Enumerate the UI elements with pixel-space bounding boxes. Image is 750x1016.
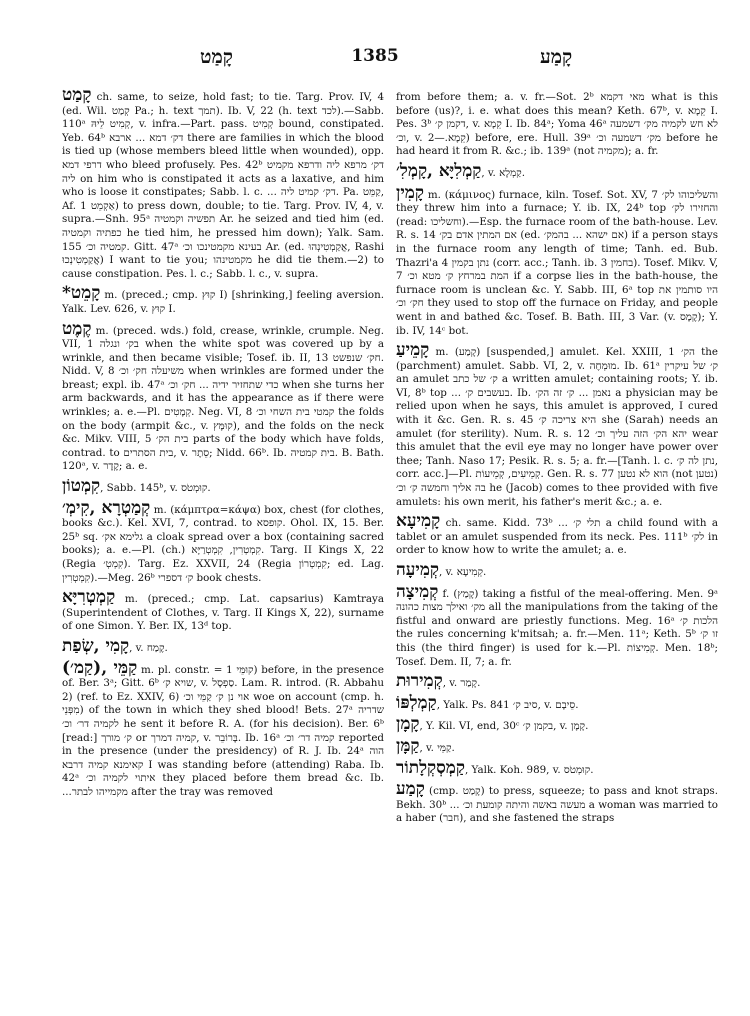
entry-text: from before them; a. v. fr.—Sot. 2ᵇ מאי דקמא what is this before (us)?, i. e. what does this mean? Keth. 67ᵇ, v. קֵמָא I. Pes. 3ᵇ דקמן ק׳, v. קֵמָא I. Ib. 84ᵃ; Yoma 46ᵃ לא חש לקמיה מק׳ דשמעה וכ׳, v. קֵמָא.—2) before, ere. Hull. 39ᵃ מק׳ דשמעה וכ׳ before he had heard it from R. &c.; ib. 139ᵃ (not מקמיה); a. fr. [396,91,718,158]
entry-text: m. (preced. wds.) fold, crease, wrinkle, crumple. Neg. VII, 1 בק׳ ונגלה when the white spot was covered up by a wrinkle, and then became visible; Tosef. ib. II, 13 חק׳ שנפשט. Nidd. V, 8 משיעלה חק׳ וכ׳ when wrinkles are formed under the breast; expl. ib. 47ᵃ כדי שתחזיר ידיה ... חק׳ וכ׳ when she turns her arm backwards, and it has the appearance as if there were wrinkles; a. e.—Pl. קְמָטִים. Neg. VI, 8 קמטי בית השחי וכ׳ the folds on the body (armpit &c., v. קוּמָּץ), and the folds on the neck &c. Mikv. VIII, 5 בית הק׳ parts of the body which have folds, contrad. to בית הסתרים, v. סֵתֶר; Nidd. 66ᵇ. Ib. בית קמטיה. B. Bath. 120ᵃ, v. קֶדֶר; a. e. [62,324,384,473]
entry-text: m. pl. constr. = קוּמֵּי 1) before, in the presence of. Ber. 3ᵃ; Gitt. 6ᵇ שויא ק׳, v. סַפְסָל. Lam. R. introd. (R. Abbahu 2) (ref. to Ez. XXIV, 6) אוי נן ק׳ קַמֵּי וכ׳ woe on account (cmp. h. מִפְּנֵי) of the town in which they shed blood! Bets. 27ᵃ שדריה לקמיה דר׳ וכ׳ he sent it before R. A. (for his decision). Ber. 6ᵇ [read:] ק׳ מורך or קמיה דמרך, v. בָּרוֹבֵר. Ib. 16ᵃ קמיה דר׳ וכ׳ reported in the presence (under the presidency) of R. J. Ib. 24ᵃ הוה קאימנא קמיה דרבא I was standing before (attending) Raba. Ib. 42ᵃ איתוי לקמיה וכ׳ they placed before them bread &c. Ib. ...מקמייהו לבתר after the tray was removed [62,663,384,798]
entry-headword: קָמִי ,שְׂפַת [62,635,130,656]
entry-headword: קָמַט [62,86,92,105]
entry-headword: קַמְטְרִיָּא [62,587,116,608]
entry-text: ch. same, to seize, hold fast; to tie. Targ. Prov. IV, 4 (ed. Wil. קְמַט Pa.; h. text תמך). Ib. V, 22 (h. text לכד).—Sabb. 110ᵃ קְמִיט לֵיהּ, v. infra.—Part. pass. קְמִיט bound, constipated. Yeb. 64ᵇ דק׳ דמא ... ארבא there are families in which the blood is tied up (whose members bleed little when wounded), opp. דרפי דמא who bleed profusely. Pes. 42ᵇ דק׳ מרפא ליה ודרפא מקמיט ליה on him who is constipated it acts as a laxative, and him who is loose it constipates; Sabb. l. c. ... דק׳ קמיט ליה. Pa. קַמֵּט, Af. אַקְמֵט 1) to press down, double; to tie. Targ. Prov. IV, 4, v. supra.—Snh. 95ᵃ תפשיה וקמטיה Ar. he seized and tied him (ed. כפתיה וקמטיה he tied him, he pressed him down); Yalk. Sam. 155 קמטיה וכ׳. Gitt. 47ᵃ בעינא מקמטינכו וכ׳ Ar. (ed. אֲקַמְטִינְהוּ, Rashi אֲקַמְטִינְכוּ) I want to tie you; מקמטינהו he did tie them.—2) to cause constipation. Pes. l. c.; Sabb. l. c., v. supra. [62,91,384,280]
dictionary-entry [62,86,384,281]
right-column [396,86,718,1001]
entry-text: m. (κάμινος) furnace, kiln. Tosef. Sot. XV, 7 והשליכוהו לק׳ they threw him into a furnace; Y. ib. IX, 24ᵇ top והחזירו לק׳ (read: וחשליכו).—Esp. the furnace room of the bath-house. Lev. R. s. 14 אם המתין אדם בק׳ (ed. אם ישהא ... בהמק׳) if a person stays in the furnace room any length of time; Tanh. ed. Bub. Thazri'a 4 נתן בקמין (corr. acc.; Tanh. ib. 3 בחמין). Tosef. Mikv. V, 7 המת במרחץ ק׳ מטא וכ׳ if a corpse lies in the bath-house, the furnace room is unclean &c. Y. Sabb. III, 6ᵃ top היו סותמין את חק׳ וכ׳ they used to stop off the furnace on Friday, and people went in and bathed &c. Tosef. B. Bath. III, 3 Var. (v. קֶמֶס); Y. ib. IV, 14ᶜ bot. [396,188,718,337]
entry-headword: קִמְטוֹן [62,476,101,497]
entry-text: , v. קַמֵּי. [419,741,455,754]
entry-text: (cmp. קָמַט) to press, squeeze; to pass and knot straps. Bekh. 30ᵇ ... מעשה באשה והיתה קומעת וכ׳ a woman was married to a haber (חבר), and she fastened the straps [396,785,718,825]
entry-text: m. (preced.; cmp. Lat. capsarius) Kamtraya (Superintendent of Clothes, v. Targ. II Kings X, 22), surname of one Simon. Y. Ber. IX, 13ᵈ top. [62,593,384,633]
entry-headword: קַמְלְפּוֹ [396,692,437,713]
entry-headword: קָמַע [396,779,425,800]
dictionary-entry [62,477,384,496]
entry-text: , Yalk. Ps. 841 סיב ק׳, v. סֵיבָם. [436,698,579,711]
entry-headword: קָמָן [396,714,420,735]
entry-text: f. (קָמַץ) taking a fistful of the meal-offering. Men. 9ᵃ מק׳ ואילך מצות כהונה all the manipulations from the taking of the fistful and onward are priestly functions. Meg. 16ᵃ הלכות ק׳ the rules concerning k'mitsah; a. fr.—Men. 11ᵃ; Keth. 5ᵇ זו ק׳ this (the third finger) is used for k.—Pl. קְמִיצוֹת. Men. 18ᵇ; Tosef. Dem. II, 7; a. fr. [396,587,718,668]
dictionary-entry [396,583,718,670]
dictionary-entry [396,184,718,339]
entry-text: ch. same. Kidd. 73ᵇ ... תלי ק׳ a child found with a tablet or an amulet suspended from its neck. Pes. 111ᵇ לק׳ in order to know how to write the amulet; a. e. [396,517,718,557]
left-column [62,86,384,1001]
dictionary-entry [396,672,718,691]
dictionary-entry [396,715,718,734]
entry-headword: קְמַטְרָא ,קִימְ׳ [62,497,151,518]
entry-text: , Y. Kil. VI, end, 30ᶜ בקמן ק׳, v. קָמָן. [419,720,589,733]
dictionary-entry-continuation [396,86,718,159]
entry-text: , Sabb. 145ᵇ, v. קוּמְטֹס. [100,482,211,495]
dictionary-entry [62,320,384,475]
entry-text: m. (preced.; cmp. קוּץ I) [shrinking,] feeling aversion. Yalk. Lev. 626, v. קוּץ I. [62,289,384,315]
dictionary-entry [62,588,384,634]
entry-headword: קַמֵּי ,(קַמ׳) [62,657,138,678]
dictionary-entry [62,499,384,586]
entry-headword: קַמְלִיָּא ,קָמְלִ׳ [396,160,482,181]
entry-text: , v. קֶמַח. [129,641,168,654]
dictionary-entry [396,694,718,713]
dictionary-entry [396,561,718,580]
entry-headword: קְמִיצָה [396,581,439,602]
entry-headword: *קָמֵט [62,283,101,304]
right-running-headword: קָמַע [540,46,573,68]
entry-headword: קַמְסְקְלָתוֹר [396,757,465,778]
entry-text: , Yalk. Koh. 989, v. קוּמְטֹס. [464,763,594,776]
entry-text: m. (κάμπτρα=κάψα) box, chest (for clothes, books &c.). Kel. XVI, 7, contrad. to קופסא. Ohol. IX, 15. Ber. 25ᵇ sq. גלימא אק׳ a cloak spread over a box (containing sacred books); a. e.—Pl. (ch.) קִמְטְרִין, קִמְטְרַיָּא. Targ. II Kings X, 22 (Regia קִמְטְ׳). Targ. Ez. XXVII, 24 (Regia קִמְטְרוֹן; ed. Lag. קִמְטְרִין).—Meg. 26ᵇ ק׳ דספרי book chests. [62,503,384,584]
page-number: 1385 [351,46,399,66]
dictionary-entry [396,162,718,181]
entry-text: , v. קַמְלָא. [481,166,525,179]
dictionary-entry [62,659,384,800]
entry-headword: קֶמֶט [62,318,92,339]
entry-headword: קָמִין [396,182,424,203]
entry-headword: קְמִיעָה [396,560,440,580]
dictionary-entry [62,637,384,656]
left-running-headword: קָמַט [200,46,233,68]
entry-headword: קַמָּן [396,735,420,756]
entry-text: , v. קְמִיעָא. [439,566,487,578]
page-header [0,46,750,70]
entry-text: , v. קָמַר. [442,677,481,690]
entry-headword: קָמִיעָא [396,511,441,532]
entry-text: m. (קָמַע) [suspended,] amulet. Kel. XXIII, 1 הק׳ the (parchment) amulet. Sabb. VI, 2, v. מוּמְחֶה. Ib. 61ᵃ ק׳ של עיקרין an amulet ק׳ של כתב a written amulet; containing roots; Y. ib. VI, 8ᵇ top ... בעשבים ק׳. Ib. נאמן ... ק׳ זה הק׳ a physician may be relied upon when he says, this amulet is approved, I cured with it &c. Gen. R. s. 45 היא צריכה ק׳ she (Sarah) needs an amulet (for sterility). Num. R. s. 12 יהא הק׳ הזה עליך וכ׳ wear this amulet that the evil eye may no longer have power over thee; Tanh. Naso 17; Pesik. R. s. 5; a. fr.—[Tanh. l. c. נתן לה ק׳, corr. acc.]—Pl. קְמֵיעִים, קְמֵיעוֹת. Gen. R. s. 77 הוא לא נטען (not נטען) בה אליך וחמשה ק׳ וכ׳ he (Jacob) comes to thee provided with five amulets: his own merit, his father's merit &c.; a. e. [396,346,718,508]
entry-headword: קְמִירוּת [396,671,443,692]
dictionary-entry [396,341,718,509]
dictionary-entry [396,780,718,826]
entry-headword: קָמֵיעַ [396,340,430,361]
dictionary-entry [62,284,384,316]
dictionary-entry [396,737,718,756]
dictionary-entry [396,512,718,558]
dictionary-entry [396,759,718,778]
